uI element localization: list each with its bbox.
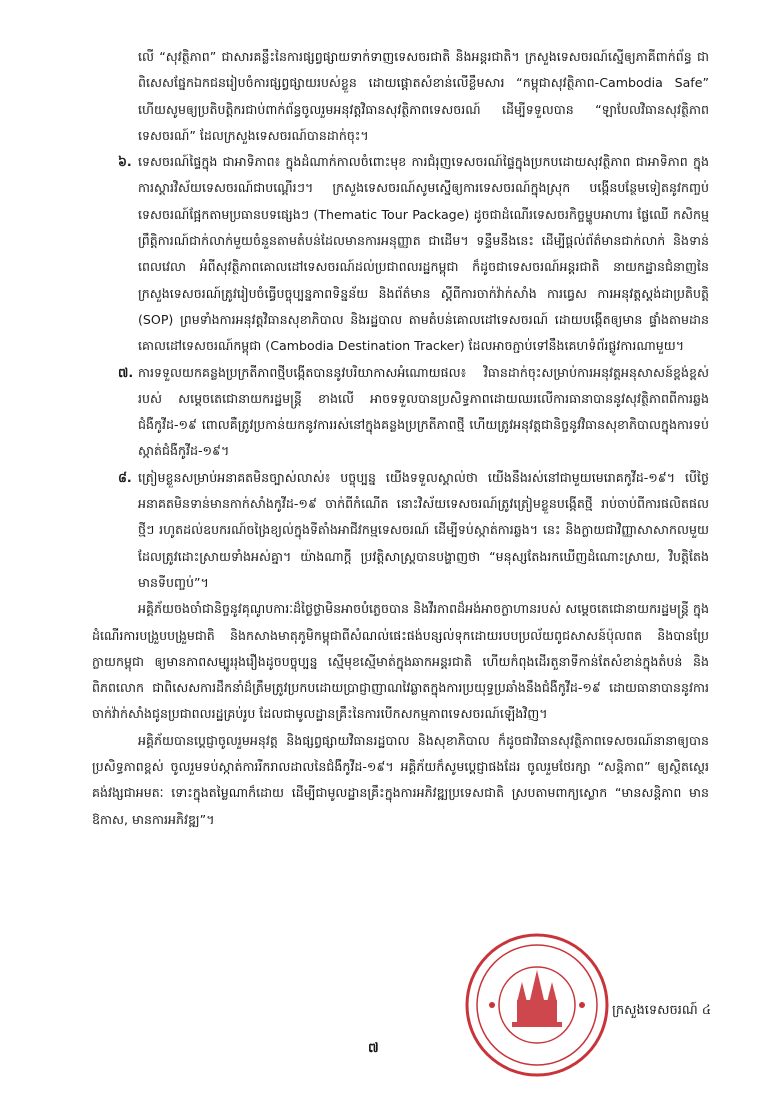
official-seal <box>462 930 612 1080</box>
list-item-8 <box>92 465 709 596</box>
item-text: ការទទួលយកគន្លងប្រក្រតីភាពថ្មីបង្កើតបាននូវបរិយាកាសអំណោយផល៖ វិធានដាក់ចុះសម្រាប់ការអនុវត្តអនុសាសន៍ខ្ពង់ខ្ពស់របស់ សម្តេចតេជោនាយករដ្ឋមន្ត្រី ខាងលើ អាចទទួលបានប្រសិទ្ធភាពដោយឈរលើការធានាបាននូវសុវត្ថិភាពពីការឆ្លងជំងឺកូវីដ-១៩ ពោលគឺត្រូវប្រកាន់យកនូវការរស់នៅក្នុងគន្លងប្រក្រតីភាពថ្មី ហើយត្រូវអនុវត្តជានិច្ចនូវវិធានសុខាភិបាលក្នុងការទប់ស្កាត់ជំងឺកូវីដ-១៩។ <box>138 364 709 459</box>
closing-paragraph-a: អគ្គិភ័យចងចាំជានិច្ចនូវគុណូបការៈដ៏ថ្លៃថ្លាមិនអាចបំភ្លេចបាន និងវីរភាពដ៏អង់អាចក្លាហានរបស់ សម្តេចតេជោនាយករដ្ឋមន្ត្រី ក្នុងដំណើរការបង្រួបបង្រួមជាតិ និងកសាងមាតុភូមិកម្ពុជាពីសំណល់ផេះផង់បន្សល់ទុកដោយរបបប្រល័យពូជសាសន៍ប៉ុលពត និងបានប្រែក្លាយកម្ពុជា ឲ្យមានភាពសម្បូររុងរឿងដូចបច្ចុប្បន្ន ស្មើមុខស្មើមាត់ក្នុងឆាកអន្តរជាតិ ហើយកំពុងដើរតួនាទីកាន់តែសំខាន់ក្នុងតំបន់ និងពិភពលោក ជាពិសេសការដឹកនាំដ៏ត្រឹមត្រូវប្រកបដោយប្រាជ្ញាញាណវៃឆ្លាតក្នុងការប្រយុទ្ធប្រឆាំងនឹងជំងឺកូវីដ-១៩ ដោយធានាបាននូវការចាក់វ៉ាក់សាំងជូនប្រជាពលរដ្ឋគ្រប់រូប ដែលជាមូលដ្ឋានគ្រឹះនៃការបើកសកម្មភាពទេសចរណ៍ឡើងវិញ។ <box>92 601 709 722</box>
document-body <box>92 44 709 833</box>
list-item-6 <box>92 149 709 359</box>
closing-paragraph-b: អគ្គិភ័យបានប្តេជ្ញាចូលរួមអនុវត្ត និងផ្សព្វផ្សាយវិធានរដ្ឋបាល និងសុខាភិបាល ក៏ដូចជាវិធានសុវត្ថិភាពទេសចរណ៍នានាឲ្យបានប្រសិទ្ធភាពខ្ពស់ ចូលរួមទប់ស្កាត់ការរីករាលដាលនៃជំងឺកូវីដ-១៩។ អគ្គិភ័យក៏សូមប្តេជ្ញាផងដែរ ចូលរួមថែរក្សា “សន្តិភាព” ឲ្យស្ថិតស្ថេរគង់វង្សជាអមតៈ ទោះក្នុងតម្លៃណាក៏ដោយ ដើម្បីជាមូលដ្ឋានគ្រឹះក្នុងការអភិវឌ្ឍប្រទេសជាតិ ស្របតាមពាក្យស្លោក “មានសន្តិភាព មានឱកាស, មានការអភិវឌ្ឍ”។ <box>92 732 709 827</box>
temple-seal-icon <box>462 930 612 1080</box>
intro-paragraph: លើ “សុវត្ថិភាព” ជាសារគន្លឹះនៃការផ្សព្វផ្សាយទាក់ទាញទេសចរជាតិ និងអន្តរជាតិ។ ក្រសួងទេសចរណ៍ស្នើឲ្យភាគីពាក់ព័ន្ធ ជាពិសេសផ្នែកឯកជនរៀបចំការផ្សព្វផ្សាយរបស់ខ្លួន ដោយផ្តោតសំខាន់លើខ្លឹមសារ “កម្ពុជាសុវត្ថិភាព-Cambodia Safe” ហើយសូមឲ្យប្រតិបត្តិករជាប់ពាក់ព័ន្ធចូលរួមអនុវត្តវិធានសុវត្ថិភាពទេសចរណ៍ ដើម្បីទទួលបាន “ឡាបែលវិធានសុវត្ថិភាពទេសចរណ៍” ដែលក្រសួងទេសចរណ៍បានដាក់ចុះ។ <box>138 49 709 143</box>
item-text: ត្រៀមខ្លួនសម្រាប់អនាគតមិនច្បាស់លាស់៖ បច្ចុប្បន្ន យើងទទួលស្គាល់ថា យើងនឹងរស់នៅជាមួយមេរោគកូវីដ-១៩។ បើថ្ងៃអនាគតមិនទាន់មានកាក់សាំងកូវីដ-១៩ ចាក់ពីកំណើត នោះវិស័យទេសចរណ៍ត្រូវត្រៀមខ្លួនបង្កើតថ្មី រាប់ចាប់ពីការផលិតផលថ្មីៗ រហូតដល់ឧបករណ៍ចង្រៃខ្យល់ក្នុងទីតាំងអាជីវកម្មទេសចរណ៍ ដើម្បីទប់ស្កាត់ការឆ្លង។ នេះ និងក្លាយជាវិញ្ញាសាសាកលមួយ ដែលត្រូវដោះស្រាយទាំងអស់គ្នា។ យ៉ាងណាក្តី ប្រវត្តិសាស្ត្របានបង្ហាញថា “មនុស្សតែងរកឃើញដំណោះស្រាយ, វិបត្តិតែងមានទីបញ្ចប់”។ <box>138 469 709 590</box>
page-number: ៧ <box>368 1041 379 1056</box>
signoff: ក្រសួងទេសចរណ៍ ៤ <box>612 1003 712 1018</box>
item-number: ៨. <box>118 469 132 485</box>
list-item-7 <box>92 360 709 465</box>
item-number: ៦. <box>118 154 132 170</box>
item-text: ទេសចរណ៍ផ្ទៃក្នុង ជាអាទិភាព៖ ក្នុងដំណាក់កាលចំពោះមុខ ការជំរុញទេសចរណ៍ផ្ទៃក្នុងប្រកបដោយសុវត្ថិភាព ជាអាទិភាព ក្នុងការស្តារវិស័យទេសចរណ៍ជាបណ្តើរៗ។ ក្រសួងទេសចរណ៍សូមស្នើឲ្យការទេសចរណ៍ក្នុងស្រុក បង្កើនបន្ថែមទៀតនូវកញ្ចប់ទេសចរណ៍ផ្អែកតាមប្រធានបទផ្សេងៗ (Thematic Tour Package) ដូចជាដំណើរទេសចរកិច្ចម្ហូបអាហារ ផ្លែឈើ កសិកម្ម ព្រឹត្តិការណ៍ជាក់លាក់មួយចំនួនតាមតំបន់ដែលមានការអនុញ្ញាត ជាដើម។ ទន្ទឹមនឹងនេះ ដើម្បីផ្តល់ព័ត៌មានជាក់លាក់ និងទាន់ពេលវេលា អំពីសុវត្ថិភាពគោលដៅទេសចរណ៍ដល់ប្រជាពលរដ្ឋកម្ពុជា ក៏ដូចជាទេសចរណ៍អន្តរជាតិ នាយកដ្ឋានជំនាញនៃក្រសួងទេសចរណ៍ត្រូវរៀបចំធ្វើបច្ចុប្បន្នភាពទិន្នន័យ និងព័ត៌មាន ស្តីពីការចាក់វ៉ាក់សាំង ការធ្វេស ការអនុវត្តស្តង់ដាប្រតិបត្តិ (SOP) ព្រមទាំងការអនុវត្តវិធានសុខាភិបាល និងរដ្ឋបាល តាមតំបន់គោលដៅទេសចរណ៍ ដោយបង្កើតឲ្យមាន ផ្ទាំងតាមដានគោលដៅទេសចរណ៍កម្ពុជា (Cambodia Destination Tracker) ដែលអាចភ្ជាប់ទៅនឹងគេហទំព័រផ្លូវការណាមួយ។ <box>138 154 709 354</box>
item-number: ៧. <box>118 364 134 380</box>
